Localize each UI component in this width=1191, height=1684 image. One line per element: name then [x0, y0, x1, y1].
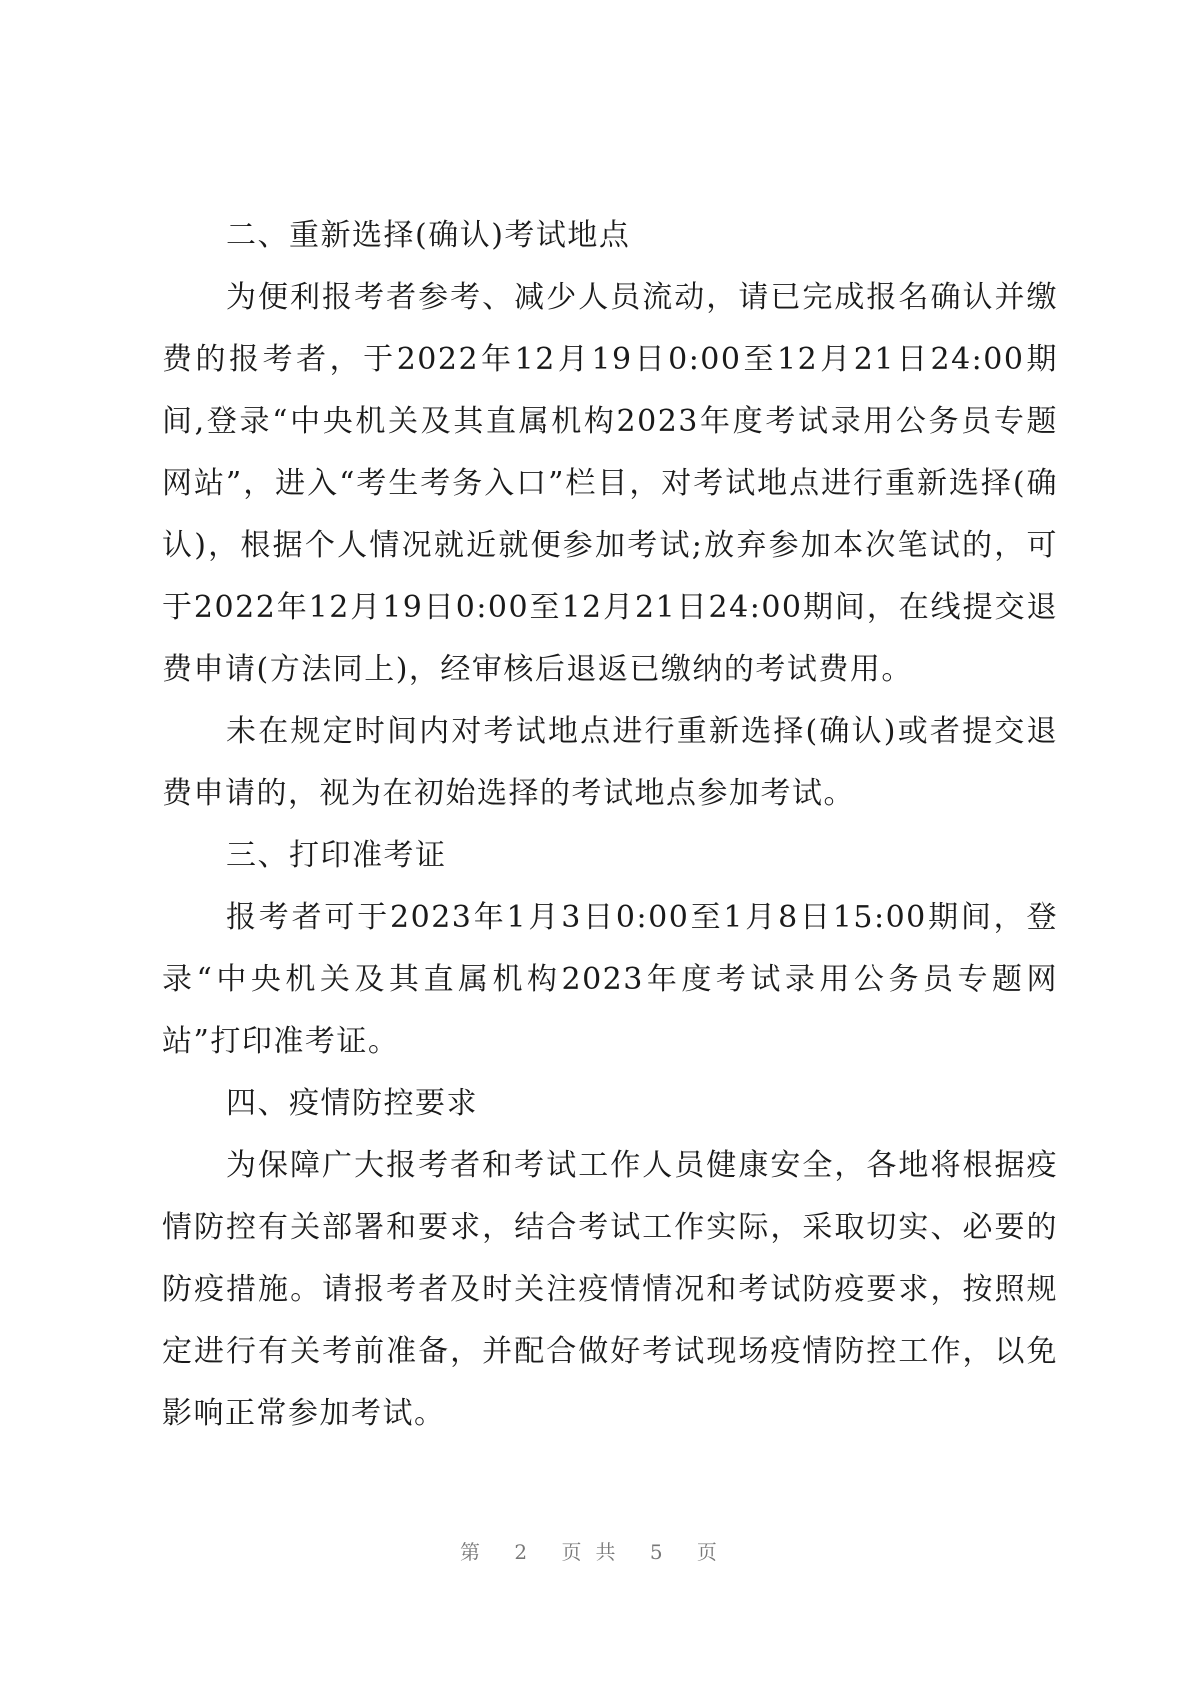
section-heading-venue: 二、重新选择(确认)考试地点 [226, 218, 631, 253]
paragraph-epidemic: 为保障广大报考者和考试工作人员健康安全，各地将根据疫情防控有关部署和要求，结合考试工作实际，采取切实、必要的防疫措施。请报考者及时关注疫情情况和考试防疫要求，按照规定进行有关考前准备，并配合做好考试现场疫情防控工作，以免影响正常参加考试。 [162, 1148, 1058, 1431]
paragraph-admission-ticket: 报考者可于2023年1月3日0:00至1月8日15:00期间，登录“中央机关及其直属机构2023年度考试录用公务员专题网站”打印准考证。 [162, 900, 1058, 1059]
section-heading-epidemic: 四、疫情防控要求 [226, 1086, 478, 1121]
document-body [162, 205, 1058, 1445]
paragraph-venue-reselection: 为便利报考者参考、减少人员流动，请已完成报名确认并缴费的报考者，于2022年12月19日0:00至12月21日24:00期间,登录“中央机关及其直属机构2023年度考试录用公务员专题网站”，进入“考生考务入口”栏目，对考试地点进行重新选择(确认)，根据个人情况就近就便参加考试;放弃参加本次笔试的，可于2022年12月19日0:00至12月21日24:00期间，在线提交退费申请(方法同上)，经审核后退返已缴纳的考试费用。 [162, 280, 1058, 687]
section-heading-admission-ticket: 三、打印准考证 [226, 838, 447, 873]
paragraph-venue-default: 未在规定时间内对考试地点进行重新选择(确认)或者提交退费申请的，视为在初始选择的考试地点参加考试。 [162, 714, 1058, 811]
page-number-footer: 第 2 页共 5 页 [460, 1540, 731, 1564]
